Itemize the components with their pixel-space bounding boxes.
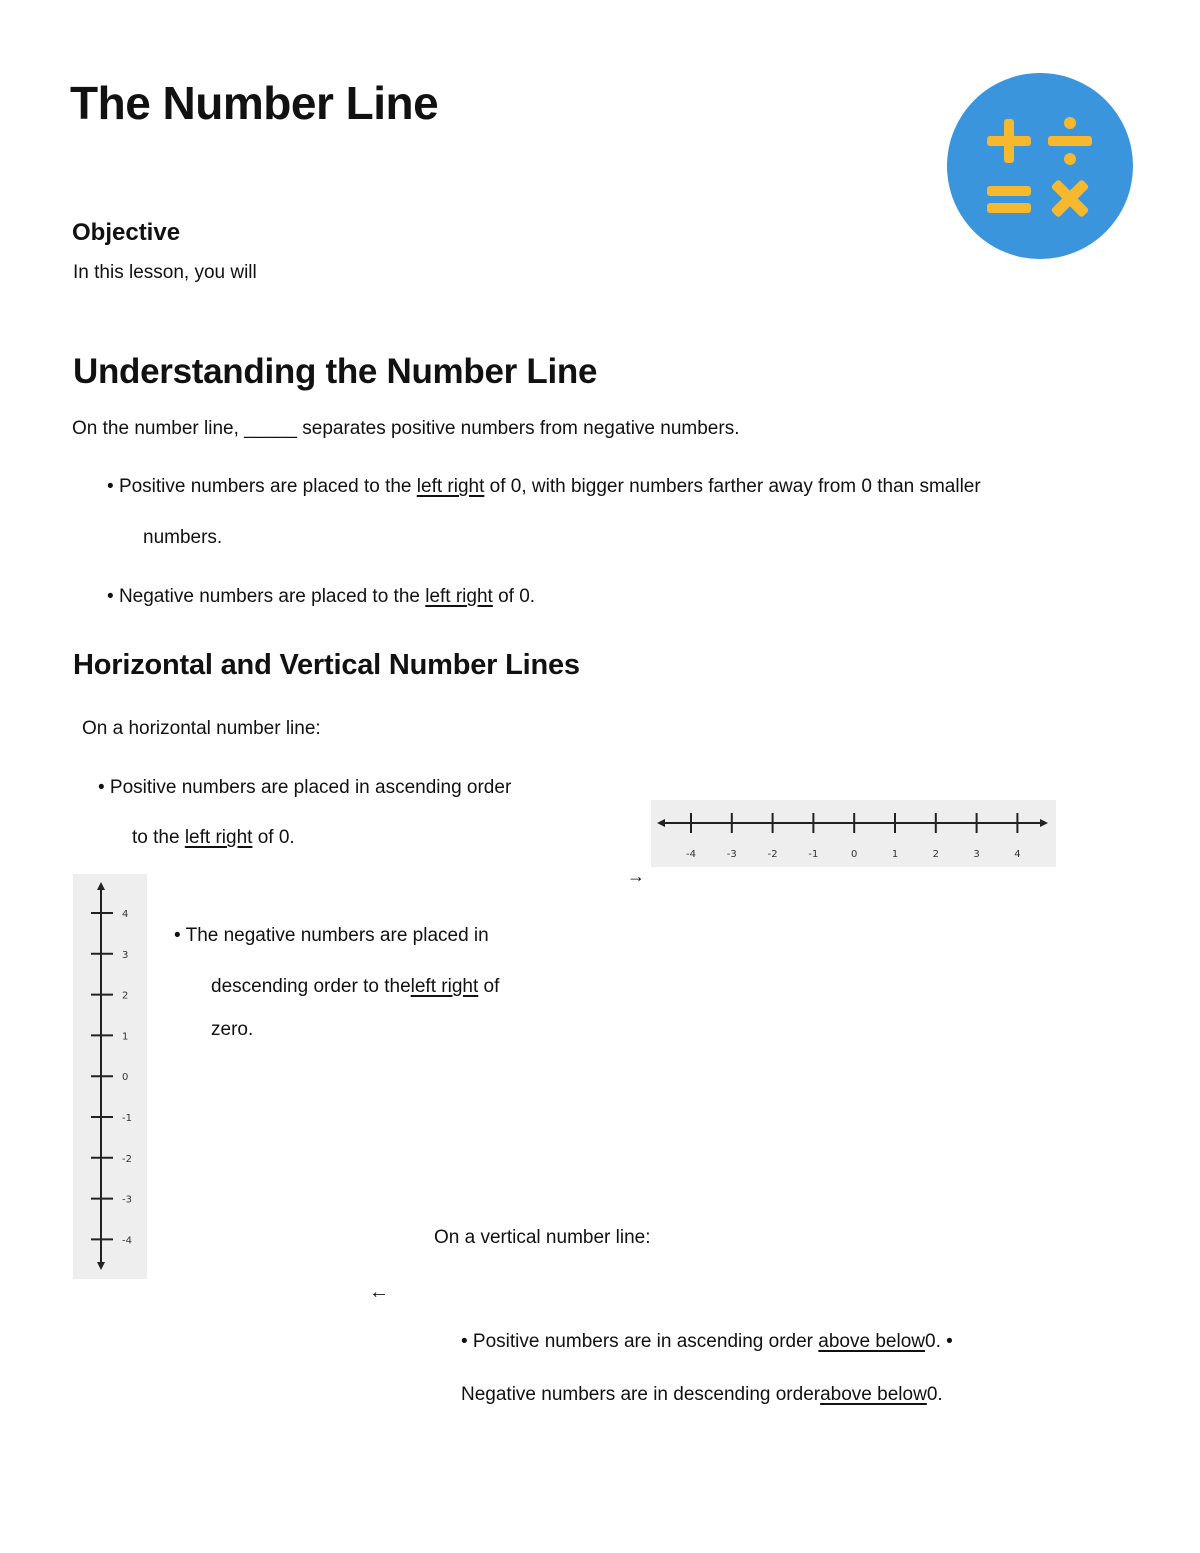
bullet-text: • Positive numbers are in ascending order	[461, 1331, 814, 1352]
horizontal-number-line-image	[651, 800, 1056, 867]
tick-label: 4	[122, 909, 129, 920]
tick-label: 4	[1014, 849, 1021, 860]
bullet-text: to the	[132, 827, 180, 848]
tick-label: 0	[122, 1072, 129, 1084]
arrow-left-icon: ←	[369, 1281, 389, 1303]
bullet-mark: •	[107, 586, 114, 607]
horizontal-intro: On a horizontal number line:	[82, 718, 321, 739]
orientation-heading: Horizontal and Vertical Number Lines	[73, 649, 580, 681]
bullet-text: Positive numbers are placed to the	[118, 476, 412, 497]
h-negative-bullet-line2	[211, 976, 499, 998]
h-positive-bullet-line2	[132, 827, 295, 849]
h-negative-bullet-line1: • The negative numbers are placed in	[174, 925, 489, 946]
tick-label: 2	[932, 849, 939, 860]
h-positive-bullet-line1: • Positive numbers are placed in ascending order	[98, 777, 512, 798]
tick-label: 3	[973, 849, 980, 860]
bullet-text-end: of	[483, 976, 500, 997]
choice-above-below: above below	[820, 1384, 927, 1405]
arrow-right-icon: →	[627, 866, 645, 886]
tick-label: -2	[767, 849, 778, 860]
page-title: The Number Line	[70, 77, 439, 129]
understanding-intro: On the number line, _____ separates positive numbers from negative numbers.	[72, 418, 740, 439]
bullet-text-end: of 0.	[257, 827, 295, 848]
positive-bullet	[107, 476, 981, 498]
vertical-number-line	[73, 874, 147, 1279]
bullet-text: Negative numbers are in descending order	[461, 1384, 821, 1405]
understanding-heading: Understanding the Number Line	[73, 352, 598, 391]
tick-label: -4	[686, 849, 696, 860]
bullet-text: Negative numbers are placed to the	[118, 586, 420, 607]
tick-label: 2	[122, 990, 129, 1002]
v-negative-bullet	[461, 1384, 943, 1406]
choice-left-right: left right	[416, 476, 485, 497]
choice-left-right: left right	[410, 976, 479, 997]
v-positive-bullet	[461, 1331, 953, 1353]
vertical-intro: On a vertical number line:	[434, 1227, 651, 1248]
objective-heading: Objective	[72, 219, 181, 246]
tick-label: -1	[808, 849, 819, 860]
bullet-text: descending order to the	[211, 976, 411, 997]
bullet-text-end: 0. •	[925, 1331, 953, 1352]
bullet-text-end: 0.	[926, 1384, 943, 1405]
tick-label: 1	[122, 1031, 129, 1043]
tick-label: -1	[122, 1113, 132, 1124]
horizontal-number-line	[651, 800, 1056, 867]
negative-bullet	[107, 586, 535, 608]
math-operations-icon	[947, 73, 1133, 259]
tick-label: -3	[122, 1194, 132, 1206]
tick-label: 1	[891, 849, 899, 860]
choice-left-right: left right	[184, 827, 253, 848]
choice-above-below: above below	[818, 1331, 925, 1352]
tick-label: -4	[122, 1235, 132, 1247]
tick-label: 0	[851, 849, 858, 860]
bullet-text-end: of 0.	[498, 586, 536, 607]
tick-label: -3	[726, 849, 737, 860]
objective-text: In this lesson, you will	[73, 262, 257, 283]
vertical-number-line-image	[73, 874, 147, 1279]
bullet-mark: •	[107, 476, 114, 497]
tick-label: 3	[122, 949, 129, 961]
choice-left-right: left right	[425, 586, 493, 607]
h-negative-bullet-line3: zero.	[211, 1019, 254, 1040]
tick-label: -2	[122, 1153, 132, 1165]
positive-bullet-continuation: numbers.	[143, 527, 223, 548]
bullet-text-end: of 0, with bigger numbers farther away from 0 than smaller	[489, 476, 981, 497]
